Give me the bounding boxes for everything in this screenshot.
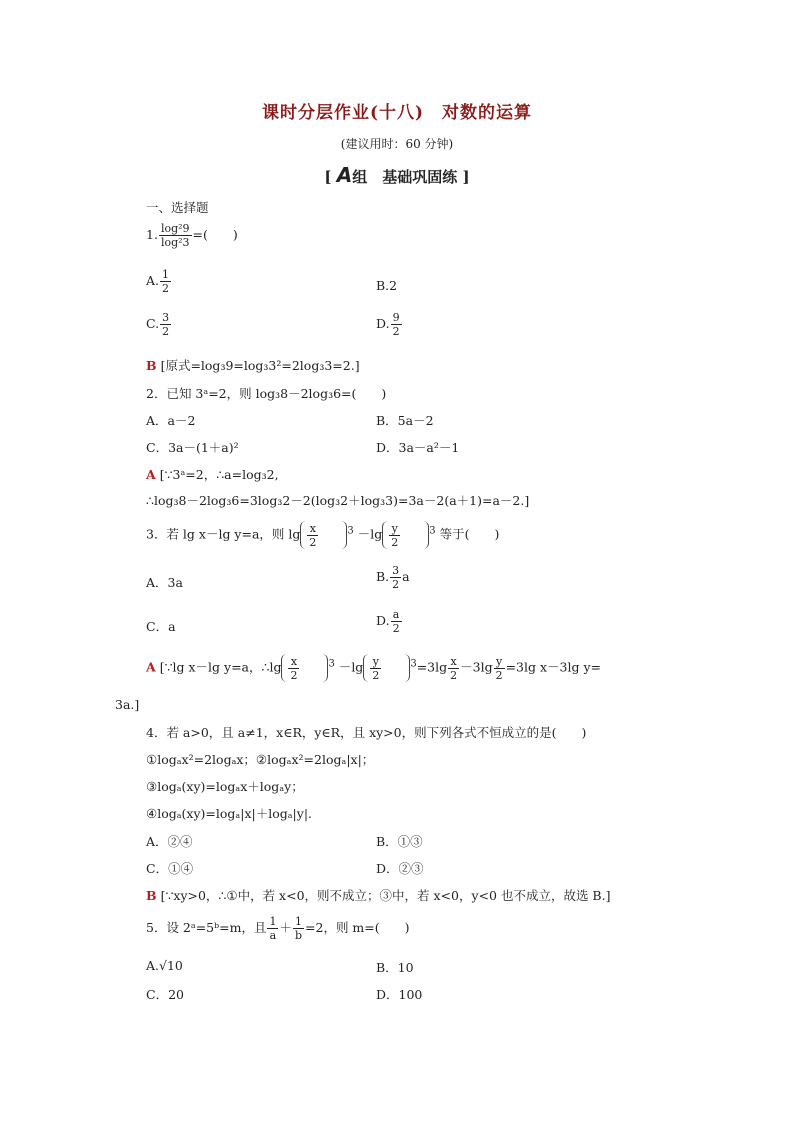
q3-option-d — [376, 608, 403, 635]
q3-answer-mid: －lg — [338, 659, 364, 675]
q3-answer-letter: A — [146, 659, 156, 675]
q3-ans-frac-y2-num: y — [494, 655, 505, 669]
q3-stem-mid: －lg — [357, 526, 383, 542]
q1-fraction — [159, 222, 192, 249]
q1-frac-den: log²3 — [160, 236, 190, 249]
q3-option-b-frac — [390, 564, 401, 591]
q5-frac-b-num: 1 — [293, 915, 304, 929]
q4-option-b: B．①③ — [376, 834, 423, 849]
q1-option-a-den: 2 — [162, 282, 170, 295]
q5-frac-a — [267, 915, 278, 942]
q1-option-a-frac — [160, 268, 171, 295]
q1-tail: =( ) — [192, 227, 238, 242]
q5-plus: ＋ — [279, 920, 292, 935]
q3-ans-frac-y2-den: 2 — [495, 668, 503, 682]
q1-option-d-frac — [391, 311, 402, 338]
q5-option-c: C．20 — [146, 987, 184, 1002]
q3-frac-x — [307, 522, 318, 549]
q3-frac-y-num: y — [389, 522, 400, 536]
q3-ans-frac-x2 — [448, 655, 459, 682]
q1-option-a-label: A. — [146, 273, 160, 288]
q3-option-d-num: a — [391, 608, 402, 622]
q1-option-c-den: 2 — [162, 325, 170, 338]
q3-ans-frac-y — [370, 655, 381, 682]
q1-option-d — [376, 311, 403, 338]
q1-option-b: B.2 — [376, 278, 398, 293]
q1-option-a-num: 1 — [162, 268, 170, 281]
page-title: 课时分层作业(十八) 对数的运算 — [261, 103, 533, 123]
q3-option-b-num: 3 — [392, 564, 400, 577]
q3-answer-line1 — [146, 654, 601, 682]
q5-option-a: A.√10 — [146, 958, 183, 973]
q2-stem: 2．已知 3ᵃ=2，则 log₃8－2log₃6=( ) — [146, 386, 387, 401]
q5-stem-tail: =2，则 m=( ) — [305, 920, 410, 935]
q1-stem — [146, 222, 238, 249]
q2-option-b: B．5a－2 — [376, 413, 434, 428]
q3-ans-frac-x-den: 2 — [290, 668, 298, 682]
q3-answer-line2: 3a.] — [115, 697, 140, 712]
q4-item-3: ③logₐ(xy)=logₐx＋logₐy； — [146, 779, 304, 794]
q4-stem: 4．若 a>0，且 a≠1，x∈R，y∈R，且 xy>0，则下列各式不恒成立的是( ) — [146, 725, 587, 740]
q2-answer-text1: [∵3ᵃ=2，∴a=log₃2, — [159, 467, 279, 482]
q3-ans-bracket-open-1 — [281, 654, 287, 682]
q3-answer-start: [∵lg x－lg y=a，∴lg — [159, 659, 282, 675]
time-suggestion: (建议用时：60 分钟) — [340, 137, 454, 151]
q3-power-1: 3 — [347, 525, 354, 537]
q3-ans-frac-x2-num: x — [448, 655, 459, 669]
q3-option-b — [376, 564, 410, 591]
q3-bracket-open-1 — [300, 521, 306, 549]
group-name: 组 基础巩固练 — [352, 168, 458, 186]
q3-ans-bracket-open-2 — [363, 654, 369, 682]
q2-answer-letter: A — [146, 467, 156, 482]
q3-ans-power-1: 3 — [328, 658, 335, 670]
q3-option-d-frac — [391, 608, 402, 635]
q5-stem-start: 5．设 2ᵃ=5ᵇ=m，且 — [146, 920, 267, 935]
q1-frac-num: log²9 — [160, 222, 190, 235]
q2-option-a: A．a－2 — [146, 413, 196, 428]
group-bracket-open: [ — [324, 168, 332, 186]
q3-frac-x-den: 2 — [309, 535, 317, 549]
q4-option-c: C．①④ — [146, 861, 194, 876]
q4-item-4: ④logₐ(xy)=logₐ|x|＋logₐ|y|. — [146, 806, 313, 821]
q2-option-d: D．3a－a²－1 — [376, 440, 460, 455]
q3-option-d-label: D. — [376, 613, 390, 628]
q3-ans-frac-x2-den: 2 — [450, 668, 458, 682]
q3-ans-frac-x-num: x — [288, 655, 299, 669]
q5-frac-a-den: a — [269, 929, 277, 942]
q5-frac-b — [293, 915, 304, 942]
q3-ans-frac-y-den: 2 — [372, 668, 380, 682]
q3-power-2: 3 — [429, 525, 436, 537]
q1-answer-text: [原式=log₃9=log₃3²=2log₃3=2.] — [160, 358, 360, 373]
q4-items-1-2: ①logₐx²=2logₐx；②logₐx²=2logₐ|x|； — [146, 752, 375, 767]
q4-option-a: A．②④ — [146, 834, 193, 849]
q3-ans-frac-y-num: y — [370, 655, 381, 669]
q4-answer — [146, 886, 610, 904]
q3-ans-frac-x — [288, 655, 299, 682]
q1-option-c — [146, 311, 172, 338]
q3-stem-tail: 等于( ) — [439, 526, 500, 542]
q4-answer-text: [∵xy>0，∴①中，若 x<0，则不成立；③中，若 x<0，y<0 也不成立，故选 B.] — [160, 888, 611, 903]
q3-option-c: C．a — [146, 619, 176, 634]
q3-stem-start: 3．若 lg x－lg y=a，则 lg — [146, 526, 301, 542]
q5-frac-a-num: 1 — [269, 915, 277, 928]
q1-option-d-num: 9 — [392, 311, 400, 324]
q1-number: 1. — [146, 227, 158, 242]
q1-option-c-frac — [160, 311, 171, 338]
q3-stem — [146, 521, 499, 549]
q4-option-d: D．②③ — [376, 861, 424, 876]
q3-answer-b: =3lg — [416, 659, 448, 675]
q3-answer-d: =3lg x－3lg y= — [505, 659, 601, 675]
q3-frac-y — [389, 522, 400, 549]
q3-ans-frac-y2 — [494, 655, 505, 682]
q1-option-d-den: 2 — [392, 325, 400, 338]
q1-answer-letter: B — [146, 358, 157, 373]
q3-frac-y-den: 2 — [391, 535, 399, 549]
q3-option-a: A．3a — [146, 575, 183, 590]
q2-answer-line1 — [146, 465, 279, 483]
q1-answer — [146, 356, 360, 374]
q5-option-d: D．100 — [376, 987, 423, 1002]
q1-option-a — [146, 268, 172, 295]
q1-option-c-num: 3 — [162, 311, 170, 324]
section-heading: 一、选择题 — [146, 200, 209, 215]
q2-option-c: C．3a－(1＋a)² — [146, 440, 239, 455]
group-heading — [0, 163, 794, 187]
q2-answer-line2: ∴log₃8－2log₃6=3log₃2－2(log₃2＋log₃3)=3a－2(a＋1)=a－2.] — [146, 493, 530, 508]
group-letter: A — [336, 163, 353, 187]
q3-option-d-den: 2 — [392, 622, 400, 635]
q5-frac-b-den: b — [294, 929, 303, 942]
q1-option-d-label: D. — [376, 316, 390, 331]
q3-option-b-label: B. — [376, 569, 390, 584]
q3-bracket-open-2 — [382, 521, 388, 549]
q4-answer-letter: B — [146, 888, 157, 903]
q3-answer-c: －3lg — [460, 659, 493, 675]
q3-option-b-den: 2 — [392, 578, 400, 591]
group-bracket-close: ] — [462, 168, 470, 186]
q5-option-b: B．10 — [376, 960, 414, 975]
q3-option-b-tail: a — [402, 569, 410, 584]
q3-frac-x-num: x — [307, 522, 318, 536]
q3-ans-power-2: 3 — [410, 658, 417, 670]
q5-stem — [146, 915, 410, 942]
q1-option-c-label: C. — [146, 316, 160, 331]
